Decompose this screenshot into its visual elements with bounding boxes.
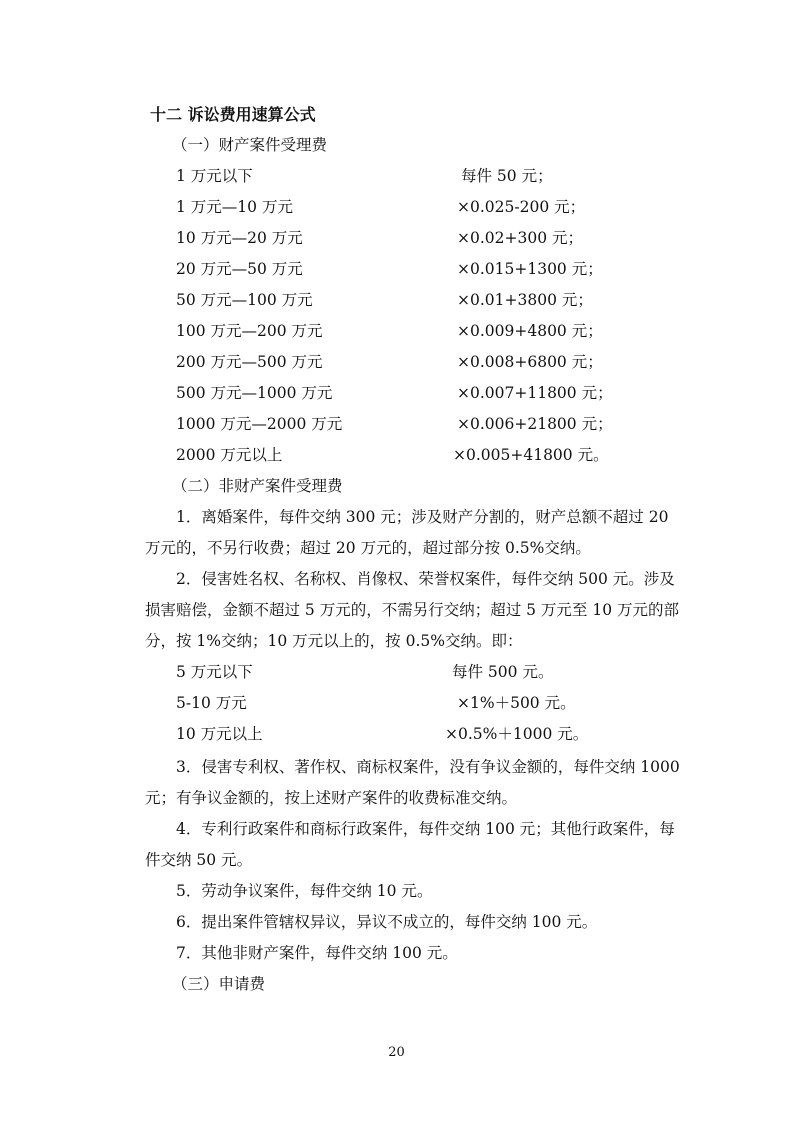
fee-formula: ×0.01+3800 元； xyxy=(457,291,593,309)
paragraph-line: 件交纳 50 元。 xyxy=(145,851,253,869)
fee-range: 100 万元—200 万元 xyxy=(176,322,323,340)
page-number: 20 xyxy=(388,1045,405,1060)
fee-range: 200 万元—500 万元 xyxy=(176,353,323,371)
fee-range: 1 万元—10 万元 xyxy=(176,198,293,216)
application-fee-heading: （三）申请费 xyxy=(172,975,266,993)
paragraph-line: 元；有争议金额的，按上述财产案件的收费标准交纳。 xyxy=(145,789,518,807)
paragraph-line: 1．离婚案件，每件交纳 300 元；涉及财产分割的，财产总额不超过 20 xyxy=(176,508,669,526)
fee-range: 1000 万元—2000 万元 xyxy=(176,415,343,433)
fee-formula: ×0.025-200 元； xyxy=(457,198,586,216)
fee-range: 5-10 万元 xyxy=(176,694,247,712)
fee-range: 500 万元—1000 万元 xyxy=(176,384,333,402)
paragraph-line: 4．专利行政案件和商标行政案件，每件交纳 100 元；其他行政案件，每 xyxy=(176,820,675,838)
paragraph-line: 7．其他非财产案件，每件交纳 100 元。 xyxy=(176,944,458,962)
fee-formula: ×0.005+41800 元。 xyxy=(453,446,609,464)
fee-range: 1 万元以下 xyxy=(176,167,253,185)
fee-formula: ×0.008+6800 元； xyxy=(457,353,603,371)
fee-formula: 每件 500 元。 xyxy=(452,663,554,681)
paragraph-line: 损害赔偿，金额不超过 5 万元的，不需另行交纳；超过 5 万元至 10 万元的部 xyxy=(145,601,680,619)
paragraph-line: 3．侵害专利权、著作权、商标权案件，没有争议金额的，每件交纳 1000 xyxy=(176,758,680,776)
paragraph-line: 万元的，不另行收费；超过 20 万元的，超过部分按 0.5%交纳。 xyxy=(145,539,591,557)
fee-formula: ×0.02+300 元； xyxy=(457,229,583,247)
paragraph-line: 分，按 1%交纳；10 万元以上的，按 0.5%交纳。即： xyxy=(145,632,523,650)
nonproperty-fee-heading: （二）非财产案件受理费 xyxy=(172,477,343,495)
fee-range: 50 万元—100 万元 xyxy=(176,291,313,309)
fee-formula: ×1%＋500 元。 xyxy=(457,694,576,712)
fee-range: 20 万元—50 万元 xyxy=(176,260,303,278)
paragraph-line: 5．劳动争议案件，每件交纳 10 元。 xyxy=(176,882,433,900)
section-title: 十二 诉讼费用速算公式 xyxy=(150,105,316,124)
fee-range: 2000 万元以上 xyxy=(176,446,283,464)
property-fee-heading: （一）财产案件受理费 xyxy=(172,136,328,154)
paragraph-line: 2．侵害姓名权、名称权、肖像权、荣誉权案件，每件交纳 500 元。涉及 xyxy=(176,570,675,588)
paragraph-line: 6．提出案件管辖权异议，异议不成立的，每件交纳 100 元。 xyxy=(176,913,598,931)
fee-formula: 每件 50 元； xyxy=(461,167,553,185)
fee-range: 5 万元以下 xyxy=(176,663,253,681)
fee-range: 10 万元以上 xyxy=(176,725,263,743)
fee-formula: ×0.006+21800 元； xyxy=(457,415,613,433)
fee-formula: ×0.009+4800 元； xyxy=(457,322,603,340)
fee-formula: ×0.5%＋1000 元。 xyxy=(445,725,589,743)
fee-range: 10 万元—20 万元 xyxy=(176,229,303,247)
fee-formula: ×0.015+1300 元； xyxy=(457,260,603,278)
fee-formula: ×0.007+11800 元； xyxy=(457,384,613,402)
